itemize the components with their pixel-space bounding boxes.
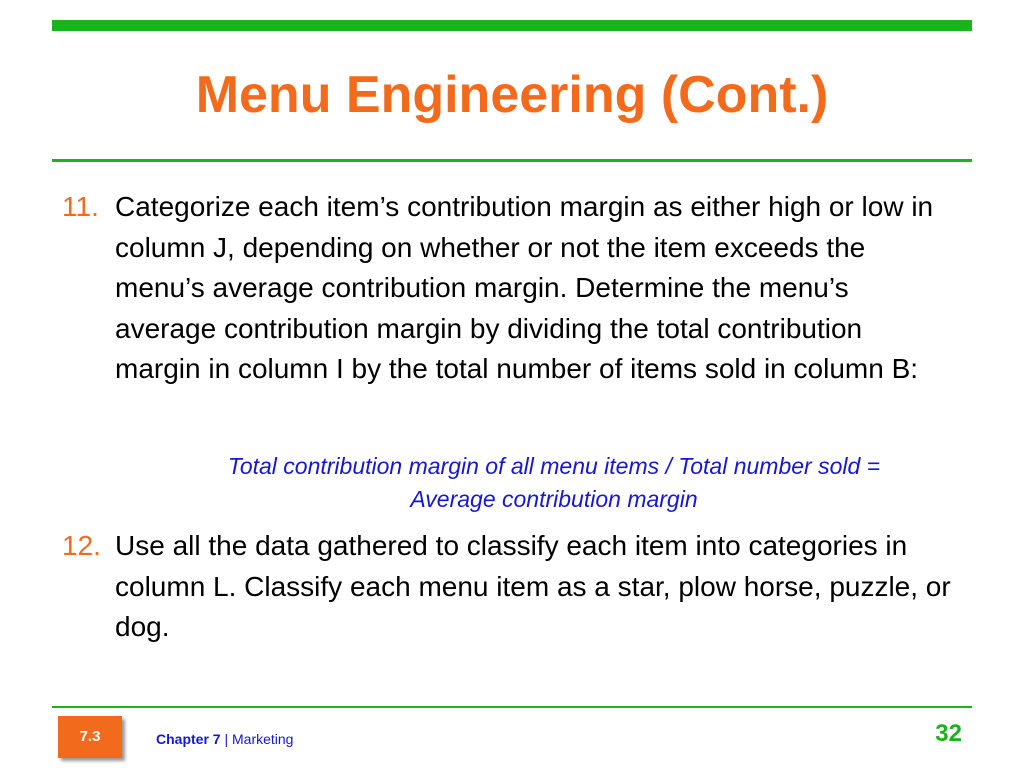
formula-line-2: Average contribution margin (410, 486, 698, 512)
title-divider (52, 159, 972, 162)
footer-separator: | (220, 731, 232, 747)
list-item-number: 12. (62, 530, 101, 561)
footer-divider (52, 706, 972, 708)
section-badge: 7.3 (58, 716, 122, 758)
slide-title: Menu Engineering (Cont.) (195, 66, 829, 124)
formula-line-1: Total contribution margin of all menu items / Total number sold = (227, 453, 881, 479)
list-item-text: Categorize each item’s contribution margin as either high or low in column J, depending on whether or not the item exceeds the menu’s average contribution margin. Determine the menu’s average contribution margin by dividing the total contribution margin in column I by the total number of items sold in column B: (115, 191, 934, 384)
list-item-number: 11. (62, 191, 99, 222)
chapter-label: Chapter 7 (156, 731, 221, 747)
list-item-text: Use all the data gathered to classify each item into categories in column L. Classify each menu item as a star, plow horse, puzzle, or dog. (115, 530, 951, 642)
formula (114, 450, 994, 516)
top-accent-bar (52, 20, 972, 31)
chapter-name: Marketing (232, 731, 294, 747)
footer-chapter (156, 730, 293, 748)
page-number: 32 (935, 720, 962, 747)
